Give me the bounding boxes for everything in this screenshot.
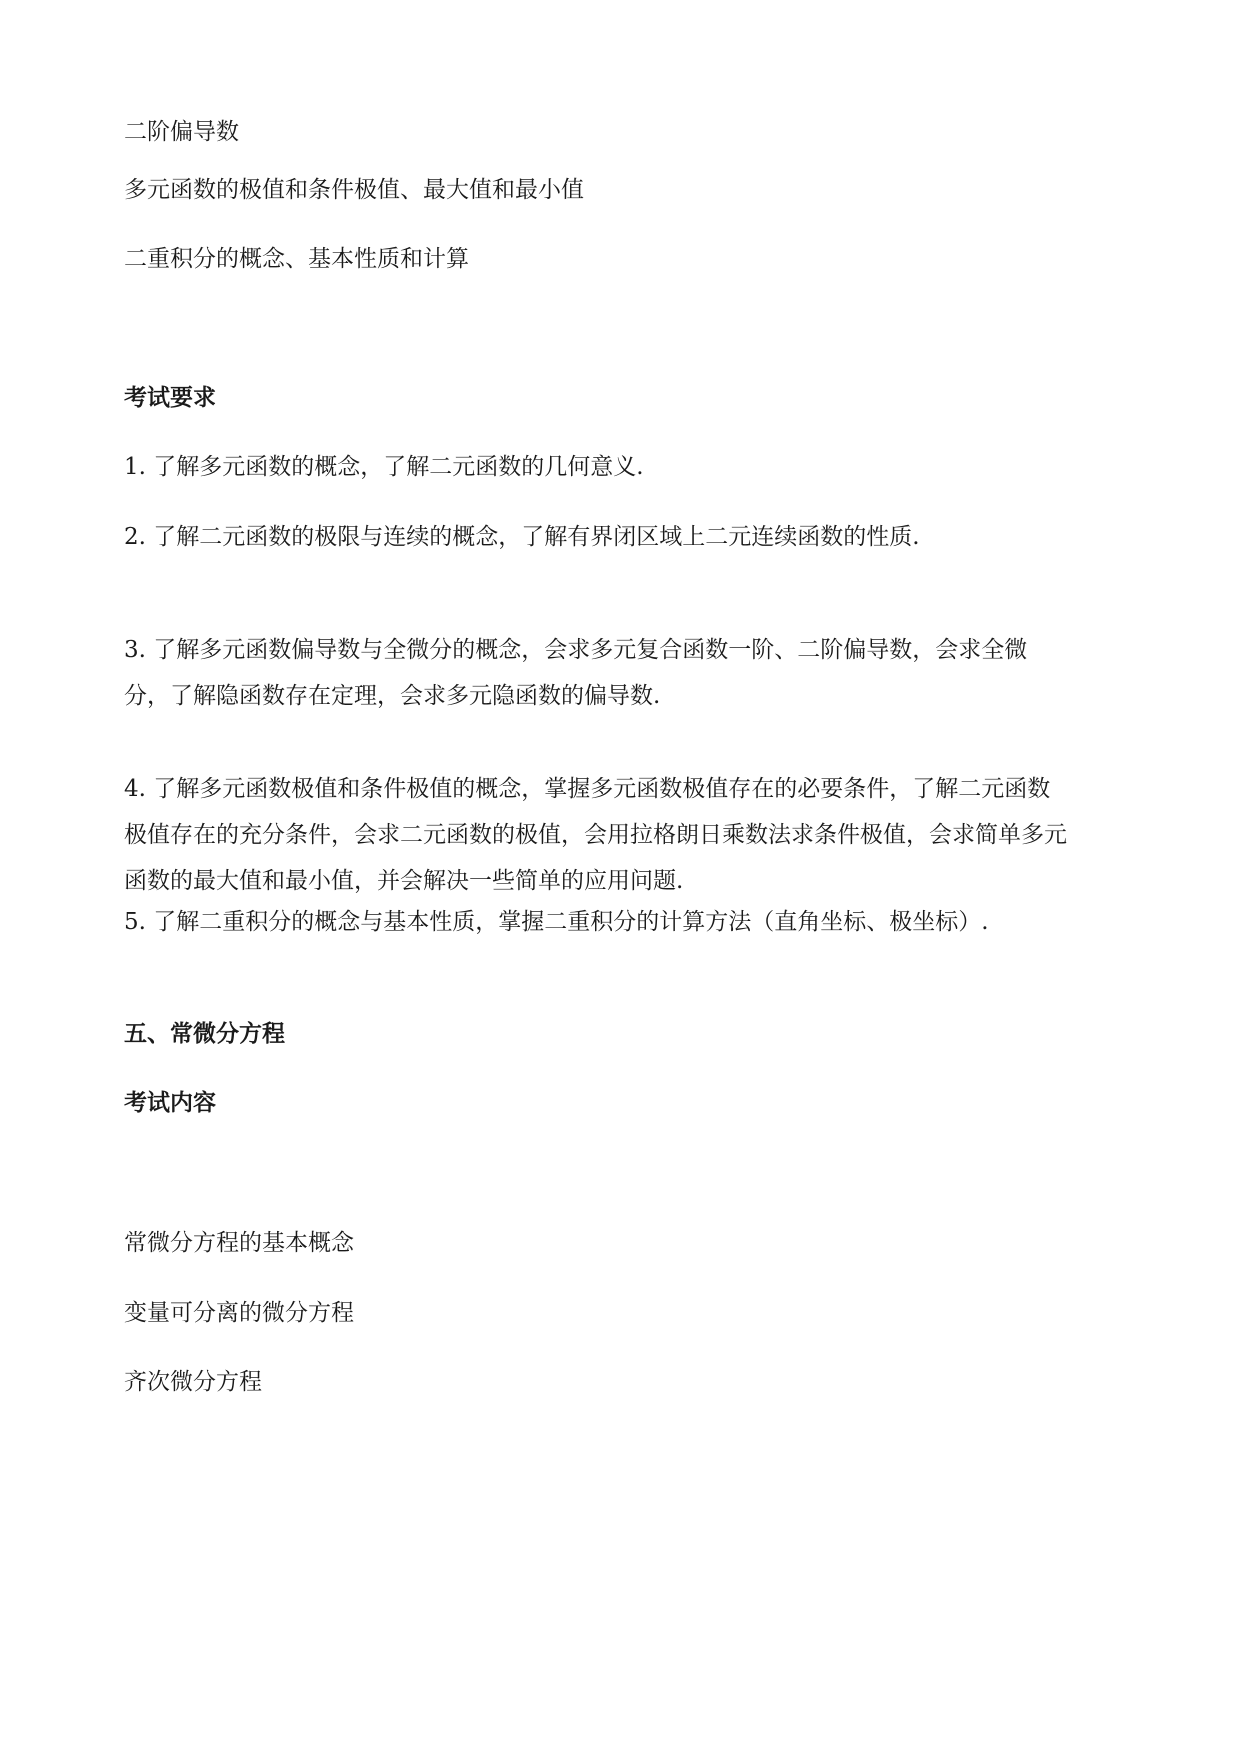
topic-item: 二重积分的概念、基本性质和计算	[124, 246, 469, 272]
content-heading: 考试内容	[124, 1089, 216, 1116]
requirement-item: 2. 了解二元函数的极限与连续的概念，了解有界闭区域上二元连续函数的性质.	[124, 524, 920, 550]
requirement-item: 1. 了解多元函数的概念，了解二元函数的几何意义.	[124, 454, 644, 480]
requirement-item: 5. 了解二重积分的概念与基本性质，掌握二重积分的计算方法（直角坐标、极坐标）.	[124, 909, 989, 935]
requirements-heading: 考试要求	[124, 384, 216, 411]
topic-item: 常微分方程的基本概念	[124, 1230, 354, 1256]
requirement-item: 4. 了解多元函数极值和条件极值的概念，掌握多元函数极值存在的必要条件，了解二元函数极值存在的充分条件，会求二元函数的极值，会用拉格朗日乘数法求条件极值，会求简单多元函数的最大值和最小值，并会解决一些简单的应用问题.	[124, 776, 1067, 894]
topic-item: 二阶偏导数	[124, 119, 239, 145]
topic-item: 变量可分离的微分方程	[124, 1300, 354, 1326]
requirement-item: 3. 了解多元函数偏导数与全微分的概念，会求多元复合函数一阶、二阶偏导数，会求全微分，了解隐函数存在定理，会求多元隐函数的偏导数.	[124, 637, 1028, 709]
topic-item: 多元函数的极值和条件极值、最大值和最小值	[124, 177, 584, 203]
section-title: 五、常微分方程	[124, 1020, 285, 1047]
topic-item: 齐次微分方程	[124, 1369, 262, 1395]
